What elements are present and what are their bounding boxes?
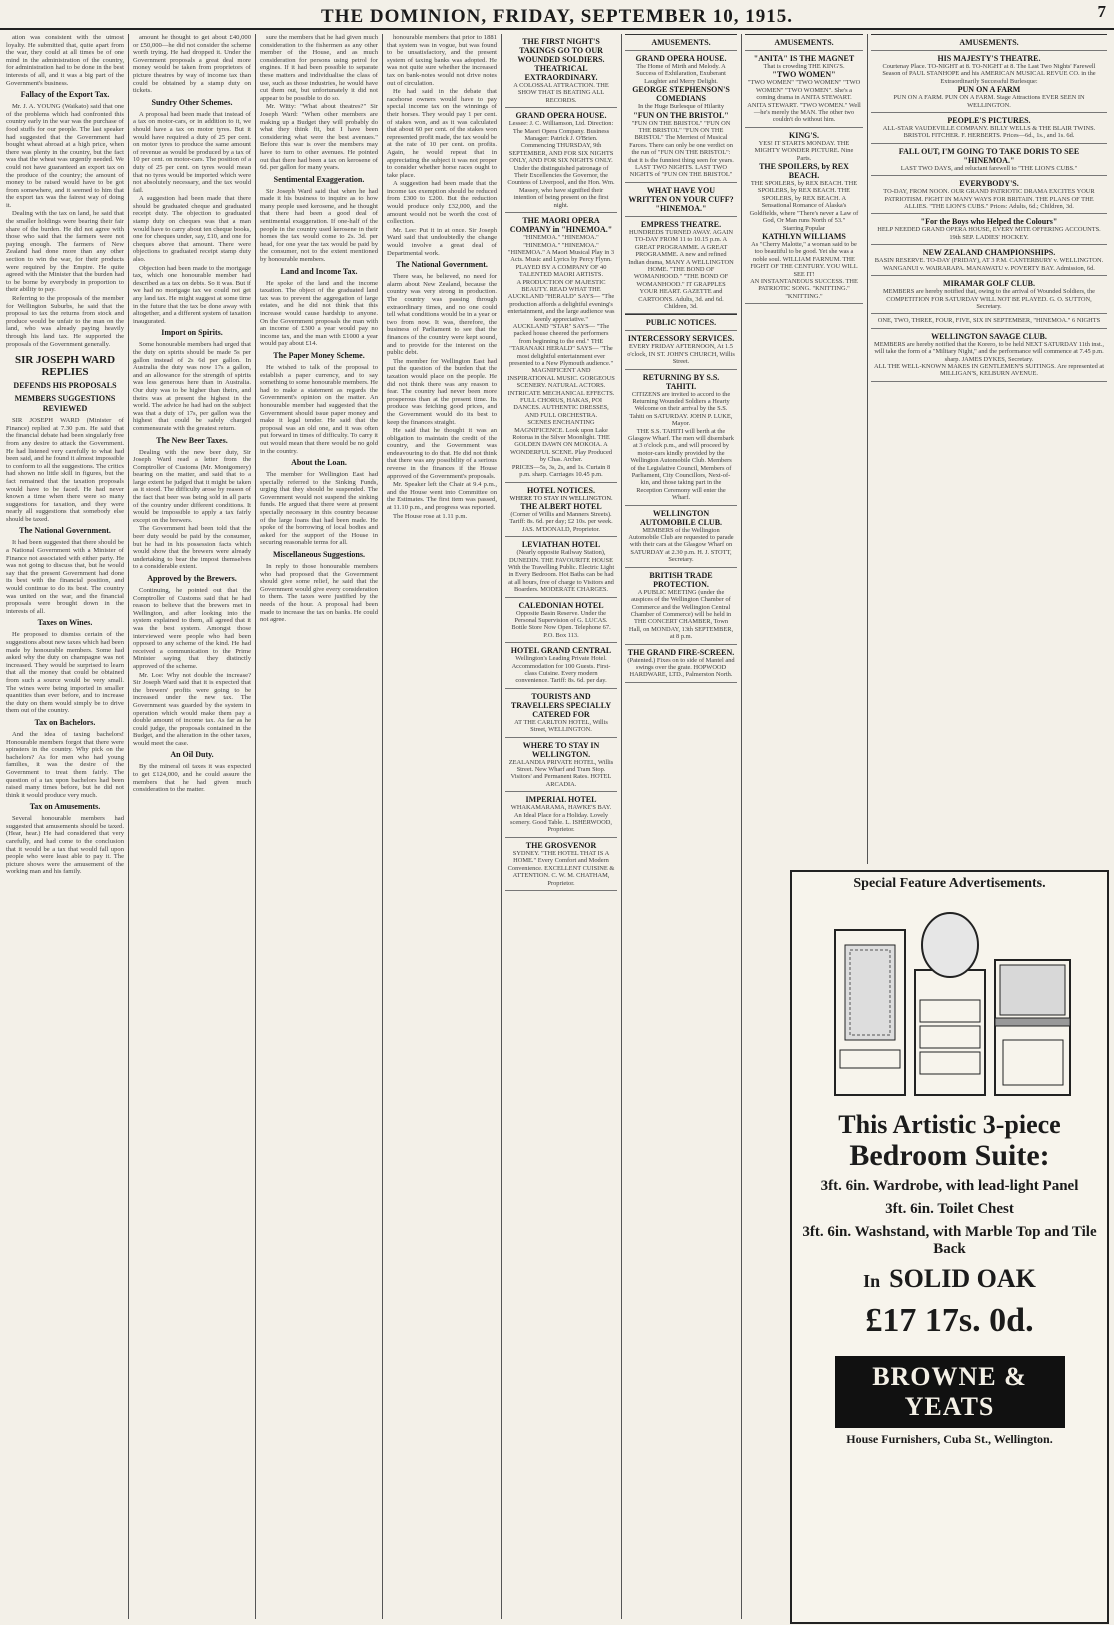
ad-title: THE SPOILERS, by REX BEACH. [759,162,849,181]
ad-block: WELLINGTON AUTOMOBILE CLUB. MEMBERS of the Wellington Automobile Club are requested to parade with their cars at the Glasgow Wharf on SATURDAY at 2.30 p.m. H. J. STOTT, Secretary. [625,506,737,568]
ads-column-1 [505,34,617,1619]
feature-item: 3ft. 6in. Toilet Chest [885,1201,1014,1217]
ad-block: THE GROSVENOR SYDNEY. "THE HOTEL THAT IS A HOME." Every Comfort and Modern Convenience. EXCELLENT CUISINE & ATTENTION. C. W. M. CHATHAM, Proprietor. [505,838,617,891]
hotel-name: WHERE TO STAY IN WELLINGTON. [509,494,613,502]
notice-title: INTERCESSORY SERVICES. [627,334,735,344]
ad-title: WHAT HAVE YOU WRITTEN ON YOUR CUFF? "HINEMOA." [628,185,734,213]
ad-block: ONE, TWO, THREE, FOUR, FIVE, SIX IN SEPTEMBER, "HINEMOA." 6 NIGHTS [871,314,1107,328]
amusements-heading: AMUSEMENTS. [871,34,1107,51]
masthead-title: THE DOMINION, FRIDAY, SEPTEMBER 10, 1915. [321,6,793,27]
hotel-name: THE GROSVENOR [525,840,597,850]
section-heading: The New Beer Taxes. [156,435,228,445]
ad-block: THE FIRST NIGHT'S TAKINGS GO TO OUR WOUNDED SOLDIERS. THEATRICAL EXTRAORDINARY. A COLOSSAL ATTRACTION. THE SHOW THAT IS BEATING ALL RECORDS. [505,34,617,108]
ad-block: CALEDONIAN HOTEL Opposite Basin Reserve. Under the Personal Supervision of G. LUCAS. Bottle Store Now Open. Telephone 67. P.O. Box 113. [505,598,617,644]
ad-title: MIRAMAR GOLF CLUB. [943,279,1035,289]
column-rule [867,34,868,864]
section-heading: Taxes on Wines. [37,618,93,628]
section-heading: The National Government. [19,526,111,536]
ad-block: MIRAMAR GOLF CLUB. MEMBERS are hereby notified that, owing to the arrival of Wounded Soldiers, the COMPETITION FOR SATURDAY WILL NOT BE PLAYED. G. O. SUTTON, Secretary. [871,276,1107,314]
advertiser-logo: BROWNE & YEATS [835,1356,1065,1428]
ad-block: PEOPLE'S PICTURES. ALL-STAR VAUDEVILLE COMPANY. BILLY WELLS & THE BLAIR TWINS. BRISTOL FITCHER. F. HERBERTS. Prices—6d., 1s., and 1s. 6d. [871,113,1107,144]
section-heading: Tax on Bachelors. [34,717,96,727]
ad-title: HIS MAJESTY'S THEATRE. [937,54,1041,63]
hotel-name: TOURISTS AND TRAVELLERS SPECIALLY CATERED FOR [510,691,612,719]
ads-column-2 [625,34,737,1619]
ad-block: THE MAORI OPERA COMPANY in "HINEMOA." "HINEMOA." "HINEMOA." "HINEMOA." "HINEMOA." "HINEMOA." A Maori Musical Play in 3 Acts. Music and Lyrics by Percy Flynn. PLAYED BY A COMPANY OF 40 TALENTED MAORI ARTISTS. A PRODUCTION OF MAJESTIC BEAUTY. READ WHAT THE AUCKLAND "HERALD" SAYS— "The production affords a delightful evening's entertainment, and the large audience was keenly appreciative." AUCKLAND "STAR" SAYS— "The packed house cheered the performers from beginning to the end." THE "TARANAKI HERALD" SAYS— "The most delightful entertainment ever presented to a New Plymouth audience." MAGNIFICENT AND INSPIRATIONAL MUSIC. GORGEOUS SCENERY. NATURAL ACTORS. INTRICATE MECHANICAL EFFECTS. FULL CHORUS, HAKAS, POI DANCES. AUTHENTIC DRESSES, AND FULL ORCHESTRA. SCENES ENCHANTING MAGNIFICENCE. Look upon Lake Rotorua in the Silver Moonlight. THE GOLDEN DAWN ON MOKOIA. A WONDERFUL SCENE. Play Produced by Chas. Archer. PRICES—5s, 3s, 2s, and 1s. Curtain 8 p.m. sharp. Carriages 10.45 p.m. [505,213,617,482]
ad-title: GRAND OPERA HOUSE. [635,54,727,63]
feature-oak: SOLID OAK [889,1264,1036,1293]
article-column-3: sure the members that he had given much consideration to the fishermen as any other member of the House, and as much consideration for persons using petrol for engines. If it had been possible to separate these matters and individualise the class of use, such as those industries, he would have cut them out, but unfortunately it did not appear to be possible to do so. Mr. Witty: "What about theatres?" Sir Joseph Ward: "When other members are making up a Budget they will probably do what they think fit, but I have been considering what were the best avenues." Before this war is over the members may have to turn to other avenues. He pointed out that there had been a tax on kerosene of 6d. per gallon for many years. Sentimental Exaggeration. Sir Joseph Ward said that when he had made it his business to inquire as to how many people used kerosene, and he thought that there had been a good deal of sentimental exaggeration. If one-half of the people in the country used kerosene in their homes the tax would come to 2s. 3d. per head, for one year the tax would be paid by the consumer, not to the extent mentioned by honourable members. Land and Income Tax. He spoke of the land and the income taxation. The object of the graduated land tax was to prevent the aggregation of large estates, and he did not think that this increase would cause hardship to anyone. On the Government proposals the man with an income of £300 a year would pay no income tax, and the man with £1000 a year would pay about £14. The Paper Money Scheme. He wished to talk of the proposal to establish a paper currency, and to say something to some honourable members. He had to make a statement as regards the Government's opinion on the matter. An honourable member had suggested that the Government should issue paper money and make it legal tender. He said that the proposal was an old one, and it was often put forward in times of difficulty. To carry it out would mean that there would be no gold in the country. About the Loan. The member for Wellington East had specially referred to the Sinking Funds, urging that they should be suspended. The Government would not suspend the sinking funds. He argued that there were at present specially necessary in this country because of the large loans that had been made. He spoke of the borrowing of local bodies and asked for the support of the House in securing reasonable terms for all. Miscellaneous Suggestions. In reply to those honourable members who had proposed that the Government should give some relief, he said that the Government would give every consideration to them. The taxes were justified by the needs of the hour. A proposal had been made to increase the tax on banks. He could not agree. [260,34,378,624]
furniture-icon [815,900,1085,1100]
section-heading: Sundry Other Schemes. [151,97,233,107]
notice-title: THE GRAND FIRE-SCREEN. [627,647,735,657]
article-subhead-1: DEFENDS HIS PROPOSALS [13,381,117,391]
masthead [0,0,1114,30]
column-rule [255,34,256,1619]
ad-block [625,183,737,217]
column-rule [501,34,502,1619]
hotel-name: IMPERIAL HOTEL [525,795,597,805]
section-heading: An Oil Duty. [170,750,214,760]
page-number: 7 [1097,2,1106,21]
ad-block: BRITISH TRADE PROTECTION. A PUBLIC MEETING (under the auspices of the Wellington Chamber of Commerce and the Wellington Central Chamber of Commerce) will be held in THE CONCERT CHAMBER, Town Hall, on MONDAY, 13th SEPTEMBER, at 8 p.m. [625,568,737,645]
hotel-name: HOTEL GRAND CENTRAL [510,646,612,656]
ad-title: EVERYBODY'S. [959,179,1019,189]
hotel-name: THE ALBERT HOTEL [520,501,602,511]
ad-title: THE MAORI OPERA COMPANY in "HINEMOA." [509,216,613,235]
hotel-name: LEVIATHAN HOTEL [521,540,601,550]
ad-block: KING'S. YES! IT STARTS MONDAY. THE MIGHTY WONDER PICTURE. Nine Parts. THE SPOILERS, by REX BEACH. THE SPOILERS, by REX BEACH. THE SPOILERS, by REX BEACH. THE SPOILERS, by REX BEACH. A Sensational Romance of Alaska's Goldfields, where "There's never a Law of God, Or Man runs North of 53." Starring Popular KATHLYN WILLIAMS As "Cherry Malotte," a woman said to be too beautiful to be good. Yet she was a noble soul. WILLIAM FARNUM. THE FIGHT OF THE CENTURY. YOU WILL SEE IT! AN INSTANTANEOUS SUCCESS. THE PATRIOTIC SONG. "KNITTING." "KNITTING." [745,128,863,304]
ad-title: KING'S. [788,130,819,140]
ad-block: LEVIATHAN HOTEL (Nearly opposite Railway Station), DUNEDIN. THE FAVOURITE HOUSE With the Travelling Public. Electric Light in Every Bedroom. Hot Baths can be had at all hours, free of charge to Visitors and Boarders. MODERATE CHARGES. [505,537,617,597]
ad-block: HOTEL NOTICES. WHERE TO STAY IN WELLINGTON. THE ALBERT HOTEL (Corner of Willis and Manners Streets). Tariff: 8s. 6d. per day; £2 10s. per week. JAS. M'DONALD, Proprietor. [505,483,617,538]
ad-title: "For the Boys who Helped the Colours" [920,217,1058,227]
ad-block: THE GRAND FIRE-SCREEN. (Patented.) Fixes on to side of Mantel and swings over the grate. HOPWOOD HARDWARE, LTD., Palmerston North. [625,645,737,683]
column-rule [741,34,742,1619]
article-column-2: amount he thought to get about £40,000 or £50,000—he did not consider the scheme worth trying. He had dropped it. Under the Government proposals a great deal more money would be taken from proprietors of picture theatres by way of income tax than could be obtained by a stamp duty on tickets. Sundry Other Schemes. A proposal had been made that instead of a tax on motor-cars, or in addition to it, we should have a tax on motor tyres. But it would have required a duty of 25 per cent. on motor tyres to produce the same amount of revenue as would be produced by a tax of 10 per cent. on motor-cars. The position of a duty of 25 per cent. on tyres would mean that no tyres would be imported which were not absolutely necessary, and the tax would fail. A suggestion had been made that there should be graduated cheque and graduated receipt duty. The objection to graduated stamp duty on cheques was that a man would have to carry about ten cheque books, one for cheques under, say, £10, and one for cheques above that amount. There were objections to graduated receipt stamp duty also. Objection had been made to the mortgage tax, which one honourable member had described as a tax on debts. So it was. But if we had no mortgage tax we could not get any land tax. He might suggest at some time in the future that the tax be done away with altogether, and a different system of taxation inaugurated. Import on Spirits. Some honourable members had urged that the duty on spirits should be made 5s per gallon instead of 2s 6d per gallon. In Australia the duty was now 17s a gallon, and an allowance for the strength of spirits was less generous here than in Australia. Our duty was to be higher than theirs, and theirs was at present the highest in the world. The advice he had had on the subject was that a duty of 17s, per gallon was the highest that could be safely charged commensurate with the greatest return. The New Beer Taxes. Dealing with the new beer duty, Sir Joseph Ward read a letter from the Comptroller of Customs (Mr. Montgomery) bearing on the matter, and said that to a large extent he judged that it might be taken as it stood. The difficulty arose by reason of the fact that beer was being sold in all parts of the country under different conditions. It would be impossible to apply a tax fairly except on the brewers. The Government had been told that the beer duty would be paid by the consumer, but he had in his possession facts which would show that the brewers were already undertaking to bear the impost themselves to a considerable extent. Approved by the Brewers. Continuing, he pointed out that the Comptroller of Customs said that he had reason to believe that the brewers met in Wellington, and after looking into the system explained to them, all agreed that it was the best system. Amongst those interviewed were people who had been opposed to any scheme of the kind. He had received a communication to the Prime Minister saying that they distinctly approved of the scheme. Mr. Loe: Why not double the increase? Sir Joseph Ward said that it is expected that the brewers' profits were going to be increased under the new tax. The Government was guarded by the system in operation which would make them pay a double amount of income tax. As far as he could judge, the proposals contained in the Budget, and the alteration in the other taxes, would meet the case. An Oil Duty. By the mineral oil taxes it was expected to get £124,000, and he could assure the members that he had given much consideration to the matter. [133,34,251,794]
ad-title: "ANITA" IS THE MAGNET [753,54,855,63]
ad-block: NEW ZEALAND CHAMPIONSHIPS. BASIN RESERVE. TO-DAY (FRIDAY), AT 3 P.M. CANTERBURY v. WELLINGTON. WANGANUI v. WAIRARAPA. MANAWATU v. POVERTY BAY. Admission, 6d. [871,245,1107,276]
ad-block: "ANITA" IS THE MAGNET That is crowding THE KING'S. "TWO WOMEN" "TWO WOMEN" "TWO WOMEN" "TWO WOMEN" "TWO WOMEN". She's a coming drama in ANITA STEWART. ANITA STEWART. "TWO WOMEN." Well—he's merely the MAN. The other two couldn't do without him. [745,51,863,128]
ad-title: "FUN ON THE BRISTOL" [633,110,729,120]
ad-title: THEATRICAL EXTRAORDINARY. [524,64,598,82]
article-subhead-2: MEMBERS SUGGESTIONS REVIEWED [14,394,116,414]
advertiser-address: House Furnishers, Cuba St., Wellington. [846,1432,1053,1446]
section-heading: Approved by the Brewers. [147,574,237,583]
feature-in: In [863,1271,881,1291]
feature-advertisement [790,870,1109,1624]
section-heading: Miscellaneous Suggestions. [272,550,365,560]
feature-price: £17 17s. 0d. [865,1302,1034,1339]
ad-title: GEORGE STEPHENSON'S COMEDIANS [632,85,730,104]
feature-item: 3ft. 6in. Wardrobe, with lead-light Panel [820,1178,1079,1194]
ads-column-3 [745,34,863,864]
section-heading: Sentimental Exaggeration. [273,174,365,184]
ad-title: FALL OUT, I'M GOING TO TAKE DORIS TO SEE "HINEMOA." [898,146,1080,165]
public-notices-heading: PUBLIC NOTICES. [625,314,737,331]
ad-title: HOTEL NOTICES. [526,485,596,495]
ad-block: "For the Boys who Helped the Colours" HELP NEEDED GRAND OPERA HOUSE, EVERY MITE OFFERING ACCOUNTS. 19th SEP. LADIES' HOCKEY. [871,214,1107,245]
section-heading: Fallacy of the Export Tax. [20,90,110,100]
section-heading: The National Government. [396,260,488,270]
feature-heading: Special Feature Advertisements. [853,876,1046,891]
notice-title: BRITISH TRADE PROTECTION. [649,570,713,589]
notice-title: RETURNING BY S.S. TAHITI. [642,372,720,391]
ad-block: GRAND OPERA HOUSE. The Home of Mirth and Melody. A Success of Exhilaration, Exuberant Laughter and Merry Delight. GEORGE STEPHENSON'S COMEDIANS In the Huge Burlesque of Hilarity "FUN ON THE BRISTOL" "FUN ON THE BRISTOL" "FUN ON THE BRISTOL" "FUN ON THE BRISTOL" The Merriest of Musical Farces. There can only be one verdict on the run of "FUN ON THE BRISTOL": that it is the funniest thing seen for years. LAST TWO NIGHTS. LAST TWO NIGHTS of "FUN ON THE BRISTOL" [625,51,737,183]
ad-block: HIS MAJESTY'S THEATRE. Courtenay Place. TO-NIGHT at 8. TO-NIGHT at 8. The Last Two Nights' Farewell Season of PAUL STANHOPE and his AMERICAN MUSICAL REVUE CO. in the Extraordinarily Successful Burlesque: PUN ON A FARM PUN ON A FARM. PUN ON A FARM. Stage Attractions EVER SEEN IN WELLINGTON. [871,51,1107,113]
ad-block: EMPRESS THEATRE. HUNDREDS TURNED AWAY. AGAIN TO-DAY FROM 11 to 10.15 p.m. A GREAT PROGRAMME. A GREAT PROGRAMME. A new and refined Indian drama, MANY A WELLINGTON HOME. "THE BOND OF WOMANHOOD." "THE BOND OF WOMANHOOD." IT GRAPPLES YOUR HEART. GAZETTE and CARTOONS. Adults, 3d. and 6d. Children, 3d. [625,217,737,314]
ad-block: RETURNING BY S.S. TAHITI. CITIZENS are invited to accord to the Returning Wounded Soldiers a Hearty Welcome on their arrival by the S.S. Tahiti on SATURDAY. JOHN P. LUKE, Mayor. THE S.S. TAHITI will berth at the Glasgow Wharf. The men will disembark at 3 o'clock p.m., and will proceed by motor-cars kindly provided by the Wellington Automobile Club. Members of the Legislative Council, Members of Parliament, City Councillors, Next-of-kin, and those taking part in the Reception Ceremony will enter the Wharf. [625,370,737,506]
ad-title: "TWO WOMEN" [772,70,836,80]
ads-column-4 [871,34,1107,864]
column-rule [128,34,129,1619]
ad-title: GRAND OPERA HOUSE. [515,111,607,121]
ad-block: WELLINGTON SAVAGE CLUB. MEMBERS are hereby notified that the Korero, to be held NEXT SATURDAY 11th inst., will take the form of a "Military Night," and the performance will commence at 7.45 p.m. sharp. JAMES DYKES, Secretary. ALL THE WELL-KNOWN MAKES IN GENTLEMEN'S SUITINGS. Are represented at MILLIGAN'S, KELBURN AVENUE. [871,329,1107,382]
ad-title: PEOPLE'S PICTURES. [947,116,1031,126]
feature-tagline-2: Bedroom Suite: [849,1139,1050,1172]
article-headline: SIR JOSEPH WARD REPLIES [14,354,116,379]
ad-title: EMPRESS THEATRE. [640,219,722,229]
ad-block: FALL OUT, I'M GOING TO TAKE DORIS TO SEE "HINEMOA." LAST TWO DAYS, and reluctant farewell to "THE LION'S CUBS." [871,144,1107,176]
amusements-heading: AMUSEMENTS. [745,34,863,51]
article-column-4: honourable members that prior to 1881 that system was in vogue, but was found to be unsatisfactory, and the present system of taxing banks was adopted. He was not quite sure whether the increased tax on bank-notes would not drive notes out of circulation. He had said in the debate that racehorse owners would have to pay special income tax on the winnings of their horses. They would pay 1 per cent. of stakes won, and as it was calculated that about 60 per cent. of the stakes won represented profit made, the tax would be at the rate of 10 per cent. on profits. Again, he would repeat that in appreciating the subject it was not proper to consider whether horse races ought to take place. A suggestion had been made that the income tax exemption should be reduced from £300 to £200. But the reduction would produce only £32,000, and the amount would not be worth the cost of collection. Mr. Lee: Put it in at once. Sir Joseph Ward said that undoubtedly the change would involve a great deal of Departmental work. The National Government. There was, he believed, no need for alarm about New Zealand, because the country was very strong in production. The country was passing through extraordinary times, and no one could tell what conditions would be in a year or two from now. It was, therefore, the business of Parliament to see that the finances of the country were kept sound, and to provide for the interest on the public debt. The member for Wellington East had put the question of the burden that the taxation would place on the people. He did not think there was any reason to fear. The country had never been more prosperous than at the present time. Its produce was fetching good prices, and the Government would do its best to keep the finances straight. He said that he thought it was an obligation to maintain the credit of the country, and the Government was endeavouring to do that. He did not think that there was any possibility of a serious reverse in the finances if the House approved of the Government's proposals. Mr. Speaker left the Chair at 9.4 p.m., and the House went into Committee on the Estimates. The first item was passed, at 11.10 p.m., and progress was reported. The House rose at 1.11 p.m. [387,34,497,520]
hotel-name: CALEDONIAN HOTEL [518,600,604,610]
notice-title: WELLINGTON AUTOMOBILE CLUB. [639,508,723,527]
ad-block: TOURISTS AND TRAVELLERS SPECIALLY CATERED FOR AT THE CARLTON HOTEL, Willis Street, WELLINGTON. [505,689,617,738]
ad-title: KATHLYN WILLIAMS [762,231,846,241]
article-column-1: ation was consistent with the utmost loyalty. He submitted that, quite apart from the war, they could at all times be of one mind in the administration of the country, for administration had to be done in the best interests of all, and it was a big part of the Government's business. Fallacy of the Export Tax. Mr. J. A. YOUNG (Waikato) said that one of the problems which had confronted this country early in the war was the purchase of food stuffs for our people. The last speaker had suggested that the Government had bought wheat abroad at a high price, when there was plenty in the country, but the fact was that the wheat was urgently needed. We could not have guaranteed an export tax on the produce of the country; the amount of money to be raised would have to be got from somewhere, and it seemed to him that the export tax was the fairest way of doing it. Dealing with the tax on land, he said that the smaller holdings were bearing their fair share of the burden. He did not agree with those who said that the farmers were not paying enough. The farmers of New Zealand had done more than any other section to win the war, for their products were required by the Empire. He quite agreed with the Minister that the burden had to be borne by everybody in proportion to their ability to pay. Referring to the proposals of the member for Wellington Suburbs, he said that the proposal to tax the returns from stock and produce would be unfair to the man on the land, who was already paying heavily through his land tax. He supported the proposals of the Government generally. SIR JOSEPH WARD REPLIES DEFENDS HIS PROPOSALS MEMBERS SUGGESTIONS REVIEWED SIR JOSEPH WARD (Minister of Finance) replied at 7.30 p.m. He said that the financial debate had been singularly free from any desire to attack the Government. He had listened very carefully to what had been said, and he found it almost impossible to conform to all the suggestions. The critics had shown no little skill in figures, but the fact remained that the taxation proposals would have to be faced. He had never known a time when there were so many suggestions for taxation, and they were nearly all suggestions that somebody else should be taxed. The National Government. It had been suggested that there should be a National Government with a Minister of Finance not associated with either party. He was not going to discuss that, but he would say that the present Government had done its best with the financial position, and would continue to do its best. The country was united on the war, and the financial proposals were brought down in the interests of all. Taxes on Wines. He proposed to dismiss certain of the suggestions about new taxes which had been made by honourable members. Some had asked why the duty on champagne was not increased. They would be surprised to learn that all the money that could be obtained from such a source would be very small. The wines were being imported in smaller quantities than ever before, and to increase the duty on them would simply be to drive them out of the country. Tax on Bachelors. And the idea of taxing bachelors! Honourable members forgot that there were spinsters in the country. Why pick on the bachelors? As for men who had young families, it was the desire of the Government to treat them fairly. The question of a tax upon bachelors had been raised many times before, but he did not think it would produce very much. Tax on Amusements. Several honourable members had suggested that amusements should be taxed. (Hear, hear.) He had considered that very carefully, and had come to the conclusion that it would be a tax that would fall upon people who were least able to pay it. The picture shows were the amusement of the working man and his family. [6,34,124,876]
ad-title: PUN ON A FARM [957,85,1021,95]
amusements-heading: AMUSEMENTS. [625,34,737,51]
column-rule [382,34,383,1619]
feature-item: 3ft. 6in. Washstand, with Marble Top and Tile Back [802,1224,1097,1257]
feature-tagline-1: This Artistic 3-piece [838,1110,1061,1139]
ad-title: WELLINGTON SAVAGE CLUB. [931,331,1047,341]
ad-block: EVERYBODY'S. TO-DAY, FROM NOON. OUR GRAND PATRIOTIC DRAMA EXCITES YOUR PATRIOTISM. FIGHT IN MANY WAYS FOR BRITAIN. THE PLANS OF THE ALLIES. "THE LION'S CUBS." Prices: Adults, 6d.; Children, 3d. [871,176,1107,214]
section-heading: About the Loan. [291,458,347,468]
ad-title: THE FIRST NIGHT'S TAKINGS GO TO OUR WOUNDED SOLDIERS. [517,37,605,64]
section-heading: Tax on Amusements. [29,802,101,812]
ad-block: INTERCESSORY SERVICES. EVERY FRIDAY AFTERNOON, At 1.5 o'clock, IN ST. JOHN'S CHURCH, Willis Street. [625,331,737,369]
column-rule [621,34,622,1619]
ad-block: IMPERIAL HOTEL WHAKAMARAMA, HAWKE'S BAY. An Ideal Place for a Holiday. Lovely scenery. Good Table. L. ISHERWOOD, Proprietor. [505,792,617,838]
section-heading: Land and Income Tax. [280,266,358,276]
bedroom-suite-illustration [815,900,1085,1100]
section-heading: The Paper Money Scheme. [273,350,365,360]
ad-block: HOTEL GRAND CENTRAL Wellington's Leading Private Hotel. Accommodation for 100 Guests. First-class Cuisine. Every modern convenience. Tariff: 8s. 6d. per day. [505,643,617,689]
section-heading: Import on Spirits. [161,328,223,338]
ad-title: NEW ZEALAND CHAMPIONSHIPS. [922,248,1056,258]
ad-block: GRAND OPERA HOUSE. Lessee: J. C. Williamson, Ltd. Direction: The Maori Opera Company. Business Manager: Patrick J. O'Brien. Commencing THURSDAY, 9th SEPTEMBER, AND FOR SIX NIGHTS ONLY, AND FOR SIX NIGHTS ONLY. Under the distinguished patronage of Their Excellencies the Governor, the Countess of Liverpool, and the Hon. Wm. Massey, who have signified their intention of being present on the first night. [505,108,617,213]
hotel-name: WHERE TO STAY IN WELLINGTON. [522,740,600,759]
ad-block: WHERE TO STAY IN WELLINGTON. ZEALANDIA PRIVATE HOTEL, Willis Street. New Wharf and Tram Stop. Visitors' and Permanent Rates. HOTEL ARCADIA. [505,738,617,793]
